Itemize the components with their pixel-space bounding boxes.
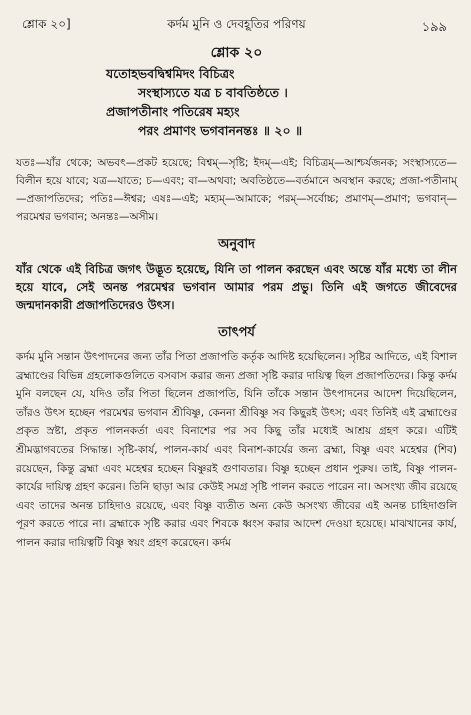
word-synonyms <box>16 154 457 226</box>
purport <box>16 348 457 553</box>
page-number: ১৯৯ <box>421 20 447 35</box>
translation-text: যাঁর থেকে এই বিচিত্র জগৎ উদ্ভূত হয়েছে, যিনি তা পালন করছেন এবং অন্তে যাঁর মধ্যে তা লীন হয়ে যাবে, সেই অনন্ত পরমেশ্বর ভগবান আমার পরম প্রভু। তিনি এই জগতে জীবেদের জন্মদানকারী প্রজাপতিদেরও উৎস। <box>16 262 457 312</box>
translation <box>16 260 457 314</box>
translation-heading: অনুবাদ <box>218 237 255 252</box>
purport-text: কর্দম মুনি সন্তান উৎপাদনের জন্য তাঁর পিতা প্রজাপতি কর্তৃক আদিষ্ট হয়েছিলেন। সৃষ্টির আদিতে, এই বিশাল ব্রহ্মাণ্ডের বিভিন্ন গ্রহলোকগুলিতে বসবাস করার জন্য প্রজা সৃষ্টি করার দায়িত্ব ছিল প্রজাপতিদের। কিন্তু কর্দম মুনি বলছেন যে, যদিও তাঁর পিতা ছিলেন প্রজাপতি, যিনি তাঁকে সন্তান উৎপাদনের আদেশ দিয়েছিলেন, তাঁরও উৎস হচ্ছেন পরমেশ্বর ভগবান শ্রীবিষ্ণু, কেননা শ্রীবিষ্ণু সব কিছুরই উৎস; এবং তিনিই এই ব্রহ্মাণ্ডের প্রকৃত স্রষ্টা, প্রকৃত পালনকর্তা এবং বিনাশের পর সব কিছু তাঁর মধ্যেই আশ্রয় গ্রহণ করে। এটিই শ্রীমদ্ভাগবতের সিদ্ধান্ত। সৃষ্টি-কার্য, পালন-কার্য এবং বিনাশ-কার্যের জন্য ব্রহ্মা, বিষ্ণু এবং মহেশ্বর (শিব) রয়েছেন, কিন্তু ব্রহ্মা এবং মহেশ্বর হচ্ছেন বিষ্ণুরই গুণাবতার। বিষ্ণু হচ্ছেন প্রধান পুরুষ। তাই, বিষ্ণু পালন-কার্যের দায়িত্ব গ্রহণ করেন। তিনি ছাড়া আর কেউই সমগ্র সৃষ্টি পালন করতে পারেন না। অসংখ্য জীব রয়েছে এবং তাদের অনন্ত চাহিদাও রয়েছে, এবং বিষ্ণু ব্যতীত অন্য কেউ অসংখ্য জীবের এই অনন্ত চাহিদাগুলি পূরণ করতে পারে না। ব্রহ্মাকে সৃষ্টি করার এবং শিবকে ধ্বংস করার আদেশ দেওয়া হয়েছে। মাঝখানের কার্য, পালন করার দায়িত্বটি বিষ্ণু স্বয়ং গ্রহণ করেছেন। কর্দম <box>16 351 457 549</box>
purport-heading: তাৎপর্য <box>218 325 255 340</box>
verse-text <box>16 64 457 140</box>
header-verse-label: শ্লোক ২০] <box>22 17 71 31</box>
verse-line: পরং প্রমাণং ভগবাননন্তঃ ॥ ২০ ॥ <box>138 123 303 138</box>
verse-line: সংস্থাস্যতে যত্র চ বাবতিষ্ঠতে । <box>138 85 288 100</box>
verse-line: প্রজাপতীনাং পতিরেষ মহ্যং <box>106 104 240 119</box>
header-chapter-title: কর্দম মুনি ও দেবহূতির পরিণয় <box>167 17 306 31</box>
verse-line: যতোহভবদ্বিশ্বমিদং বিচিত্রং <box>106 66 235 81</box>
verse-number: শ্লোক ২০ <box>210 45 263 61</box>
synonyms-text: যতঃ—যাঁর থেকে; অভবৎ—প্রকট হয়েছে; বিশ্বম্—সৃষ্টি; ইদম্—এই; বিচিত্রম্—আশ্চর্যজনক; সংস্থাস্যতে—বিলীন হয়ে যাবে; যত্র—যাতে; চ—এবং; বা—অথবা; অবতিষ্ঠতে—বর্তমানে অবস্থান করছে; প্রজা-পতীনাম্—প্রজাপতিদের; পতিঃ—ঈশ্বর; এষঃ—এই; মহ্যম্—আমাকে; পরম্—সর্বোচ্চ; প্রমাণম্—প্রমাণ; ভগবান্—পরমেশ্বর ভগবান; অনন্তঃ—অসীম। <box>16 157 457 223</box>
running-header <box>16 6 457 35</box>
